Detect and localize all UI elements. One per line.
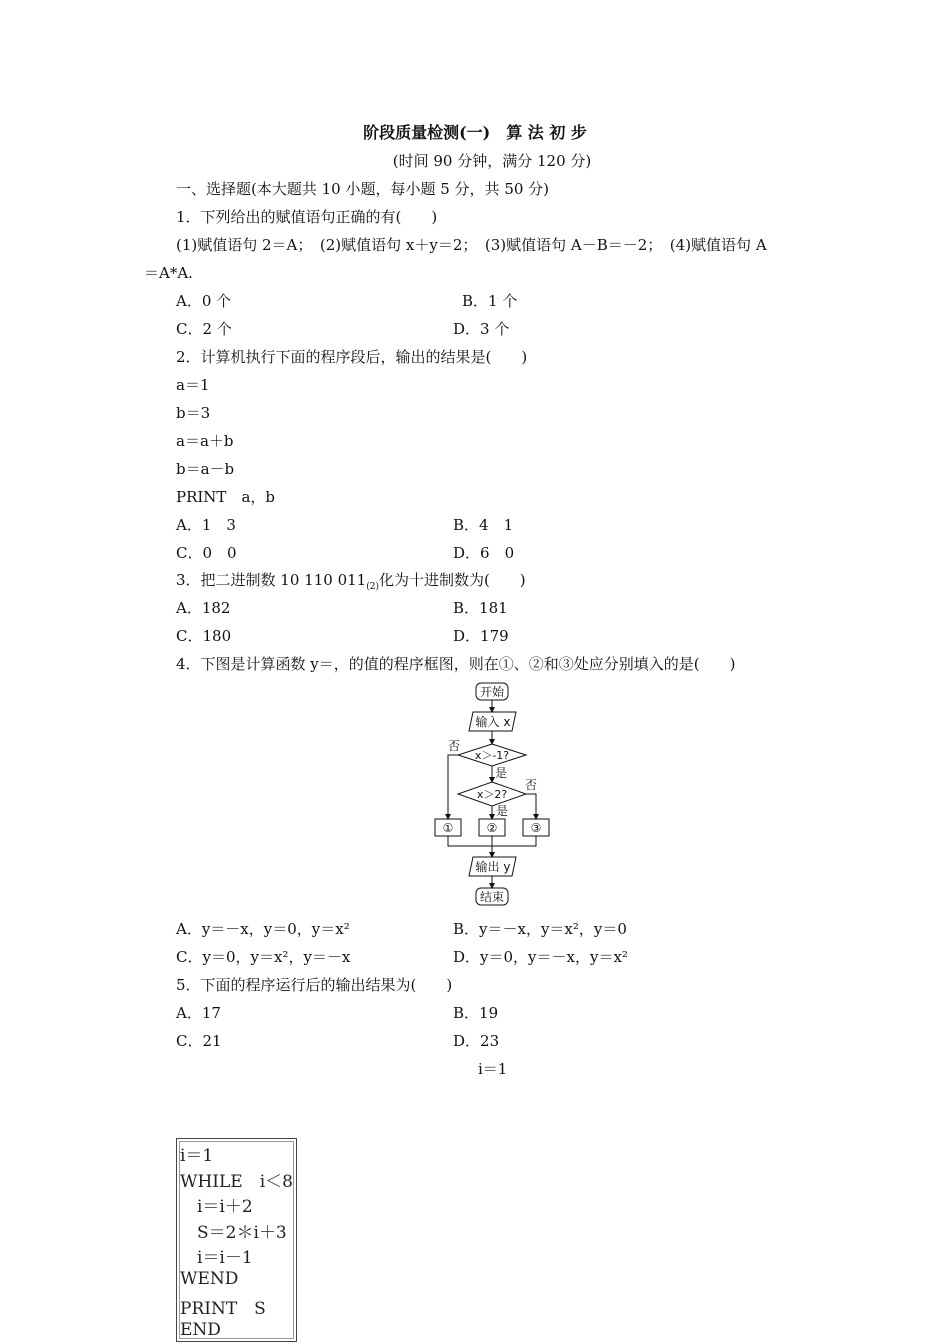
q5-code-line: S＝2＊i＋3	[180, 1223, 287, 1243]
flowchart	[420, 678, 560, 910]
q4-option-a: A．y＝－x，y＝0，y＝x²	[176, 920, 350, 938]
q2-option-d: D．6 0	[453, 544, 515, 562]
flow-end-label: 结束	[479, 890, 505, 904]
q5-code-line: PRINT S	[180, 1299, 266, 1319]
q1-option-a: A．0 个	[176, 292, 232, 310]
q5-code-line: i＝1	[180, 1146, 214, 1166]
flow-yes-label: 是	[495, 766, 508, 780]
q2-option-c: C．0 0	[176, 544, 237, 562]
q5-option-d: D．23	[453, 1032, 500, 1050]
q5-code-line: END	[180, 1320, 221, 1340]
flow-box-2-label: ②	[486, 821, 498, 835]
flow-box-3-label: ③	[530, 821, 542, 835]
q3-stem-part2: 化为十进制数为( )	[378, 571, 526, 589]
q2-code-line: b＝3	[176, 404, 211, 422]
q2-code-line: a＝a＋b	[176, 432, 234, 450]
q1-option-c: C．2 个	[176, 320, 232, 338]
q2-option-b: B．4 1	[453, 516, 514, 534]
q5-code-line: WEND	[180, 1269, 239, 1289]
q5-code-line: i＝i＋2	[180, 1197, 253, 1217]
q5-option-b: B．19	[453, 1004, 499, 1022]
q1-option-d: D．3 个	[453, 320, 510, 338]
q1-statement-line2: ＝A*A.	[144, 264, 193, 282]
section-heading: 一、选择题(本大题共 10 小题，每小题 5 分，共 50 分)	[176, 180, 550, 198]
page-subtitle: (时间 90 分钟，满分 120 分)	[392, 152, 592, 170]
q2-code-line: PRINT a，b	[176, 488, 275, 506]
q5-floating-code: i＝1	[478, 1060, 508, 1078]
q5-option-c: C．21	[176, 1032, 222, 1050]
q1-option-b: B．1 个	[462, 292, 518, 310]
flow-output-label: 输出 y	[475, 860, 511, 874]
q4-option-b: B．y＝－x，y＝x²，y＝0	[453, 920, 627, 938]
flow-start-label: 开始	[479, 685, 505, 699]
q5-option-a: A．17	[176, 1004, 221, 1022]
flow-input-label: 输入 x	[475, 715, 511, 729]
q1-statement-line1: (1)赋值语句 2＝A； (2)赋值语句 x＋y＝2； (3)赋值语句 A－B＝－2； (4)赋值语句 A	[176, 236, 767, 254]
flow-decision-1-label: x＞-1?	[474, 749, 510, 762]
q4-option-d: D．y＝0，y＝－x，y＝x²	[453, 948, 628, 966]
q2-stem: 2．计算机执行下面的程序段后，输出的结果是( )	[176, 348, 528, 366]
q3-base-subscript: (2)	[366, 582, 379, 592]
flow-no-label: 否	[448, 739, 461, 753]
q4-option-c: C．y＝0，y＝x²，y＝－x	[176, 948, 351, 966]
flow-box-1-label: ①	[442, 821, 454, 835]
q3-option-a: A．182	[176, 599, 231, 617]
q5-code-box	[176, 1138, 297, 1342]
q4-stem: 4．下图是计算函数 y＝，的值的程序框图，则在①、②和③处应分别填入的是( )	[176, 655, 736, 673]
flow-decision-2-label: x＞2?	[476, 788, 508, 801]
q3-option-b: B．181	[453, 599, 508, 617]
q2-code-line: a＝1	[176, 376, 210, 394]
flow-yes-label: 是	[496, 804, 509, 818]
q3-stem	[176, 570, 526, 597]
q3-option-c: C．180	[176, 627, 232, 645]
q2-code-line: b＝a－b	[176, 460, 235, 478]
page-title: 阶段质量检测(一) 算 法 初 步	[363, 123, 587, 142]
q3-stem-part1: 3．把二进制数 10 110 011	[176, 571, 367, 589]
q1-stem: 1．下列给出的赋值语句正确的有( )	[176, 208, 438, 226]
q5-stem: 5．下面的程序运行后的输出结果为( )	[176, 976, 453, 994]
q5-code-line: WHILE i＜8	[180, 1172, 293, 1192]
q3-option-d: D．179	[453, 627, 509, 645]
flow-no-label: 否	[525, 778, 538, 792]
q5-code-line: i＝i－1	[180, 1248, 253, 1268]
q2-option-a: A．1 3	[176, 516, 236, 534]
